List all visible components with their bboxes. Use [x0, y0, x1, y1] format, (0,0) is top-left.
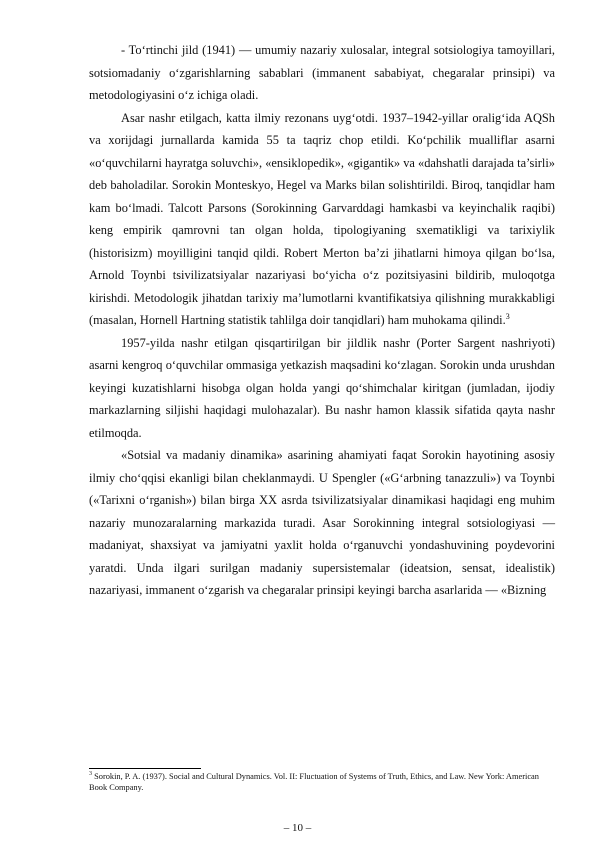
paragraph-3	[89, 332, 555, 445]
paragraph-4	[89, 444, 555, 602]
paragraph-4-text: «Sotsial va madaniy dinamika» asarining ahamiyati faqat Sorokin hayotining asosiy ilmiy cho‘qqisi ekanligi bilan cheklanmaydi. U Spengler («G‘arbning tanazzuli») va Toynbi («Tarixni o‘rganish») bilan birga XX asrda tsivilizatsiyalar dinamikasi haqidagi eng muhim nazariy munozaralarning markazida turadi. Asar Sorokinning integral sotsiologiyasi — madaniyat, shaxsiyat va jamiyatni yaxlit holda o‘rganuvchi yondashuvining poydevorini yaratdi. Unda ilgari surilgan madaniy supersistemalar (ideatsion, sensat, idealistik) nazariyasi, immanent o‘zgarish va chegaralar prinsipi keyingi barcha asarlarida — «Bizning	[89, 448, 555, 597]
page-number: – 10 –	[283, 822, 312, 834]
footnote-reference[interactable]: 3	[505, 311, 510, 321]
footnote-text: Sorokin, P. A. (1937). Social and Cultural Dynamics. Vol. II: Fluctuation of Systems of Truth, Ethics, and Law. New York: American Book Company.	[89, 772, 539, 792]
paragraph-2-text: Asar nashr etilgach, katta ilmiy rezonans uyg‘otdi. 1937–1942-yillar oralig‘ida AQSh va xorijdagi jurnallarda kamida 55 ta taqriz chop etildi. Ko‘pchilik mualliflar asarni «o‘quvchilarni hayratga soluvchi», «ensiklopedik», «gigantik» va «dahshatli darajada ta’sirli» deb baholadilar. Sorokin Monteskyo, Hegel va Marks bilan solishtirildi. Biroq, tanqidlar ham kam bo‘lmadi. Talcott Parsons (Sorokinning Garvarddagi hamkasbi va keyinchalik raqibi) keng empirik qamrovni tan olgan holda, tipologiyaning sxematikligi va tarixiylik (historisizm) moyilligini tanqid qildi. Robert Merton ba’zi jihatlarni himoya qilgan bo‘lsa, Arnold Toynbi tsivilizatsiyalar nazariyasi bo‘yicha o‘z pozitsiyasini bildirib, muloqotga kirishdi. Metodologik jihatdan tarixiy ma’lumotlarni kvantifikatsiya qilishning murakkabligi (masalan, Hornell Hartning statistik tahlilga doir tanqidlari) ham muhokama qilindi.	[89, 110, 555, 327]
paragraph-1-text: - To‘rtinchi jild (1941) — umumiy nazariy xulosalar, integral sotsiologiya tamoyillari, sotsiomadaniy o‘zgarishlarning sabablari (immanent sababiyat, chegaralar prinsipi) va metodologiyasini o‘z ichiga oladi.	[89, 43, 555, 102]
footnote	[89, 771, 555, 793]
paragraph-2	[89, 107, 555, 332]
footnote-number: 3	[89, 771, 92, 778]
paragraph-3-text: 1957-yilda nashr etilgan qisqartirilgan bir jildlik nashr (Porter Sargent nashriyoti) asarni kengroq o‘quvchilar ommasiga yetkazish maqsadini ko‘zlagan. Sorokin unda urushdan keyingi kuzatishlarni hisobga olgan holda yangi qo‘shimchalar kiritgan (jumladan, ijodiy markazlarning siljishi haqidagi mulohazalar). Bu nashr hamon klassik sifatida qayta nashr etilmoqda.	[89, 335, 555, 440]
footnote-divider	[89, 768, 201, 769]
body-text	[89, 39, 555, 602]
paragraph-1	[89, 39, 555, 107]
